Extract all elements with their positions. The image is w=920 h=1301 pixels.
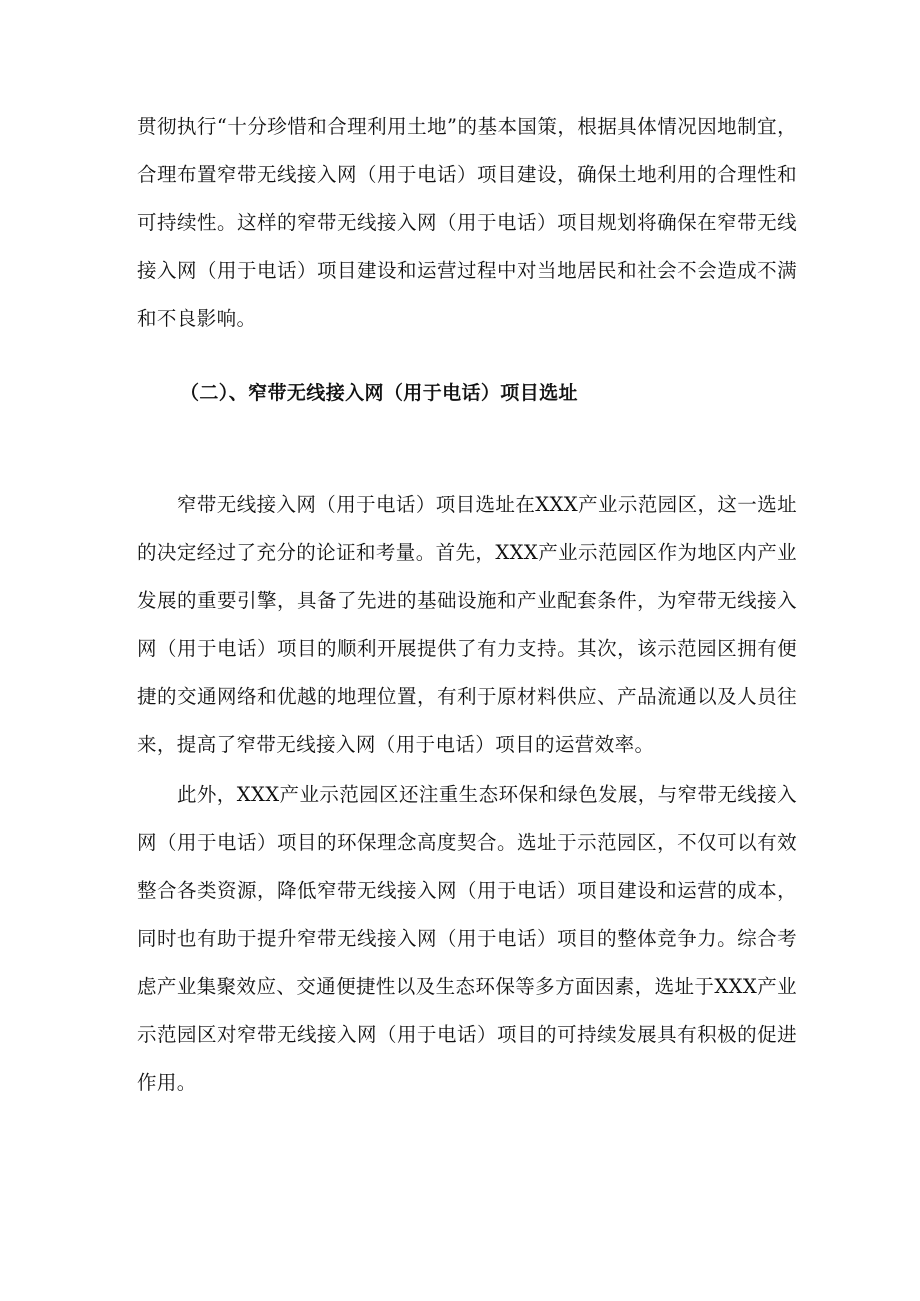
paragraph-site-location: 窄带无线接入网（用于电话）项目选址在XXX产业示范园区，这一选址的决定经过了充分的论证和考量。首先，XXX产业示范园区作为地区内产业发展的重要引擎，具备了先进的基础设施和产业配套条件，为窄带无线接入网（用于电话）项目的顺利开展提供了有力支持。其次，该示范园区拥有便捷的交通网络和优越的地理位置，有利于原材料供应、产品流通以及人员往来，提高了窄带无线接入网（用于电话）项目的运营效率。 bbox=[137, 493, 797, 756]
paragraph-land-use: 贯彻执行“十分珍惜和合理利用土地”的基本国策，根据具体情况因地制宜，合理布置窄带无线接入网（用于电话）项目建设，确保土地利用的合理性和可持续性。这样的窄带无线接入网（用于电话）项目规划将确保在窄带无线接入网（用于电话）项目建设和运营过程中对当地居民和社会不会造成不满和不良影响。 bbox=[137, 115, 797, 330]
section-heading-site-selection: （二）、窄带无线接入网（用于电话）项目选址 bbox=[180, 382, 578, 404]
paragraph-site-advantages: 此外，XXX产业示范园区还注重生态环保和绿色发展，与窄带无线接入网（用于电话）项目的环保理念高度契合。选址于示范园区，不仅可以有效整合各类资源，降低窄带无线接入网（用于电话）项目建设和运营的成本，同时也有助于提升窄带无线接入网（用于电话）项目的整体竞争力。综合考虑产业集聚效应、交通便捷性以及生态环保等多方面因素，选址于XXX产业示范园区对窄带无线接入网（用于电话）项目的可持续发展具有积极的促进作用。 bbox=[137, 783, 797, 1094]
